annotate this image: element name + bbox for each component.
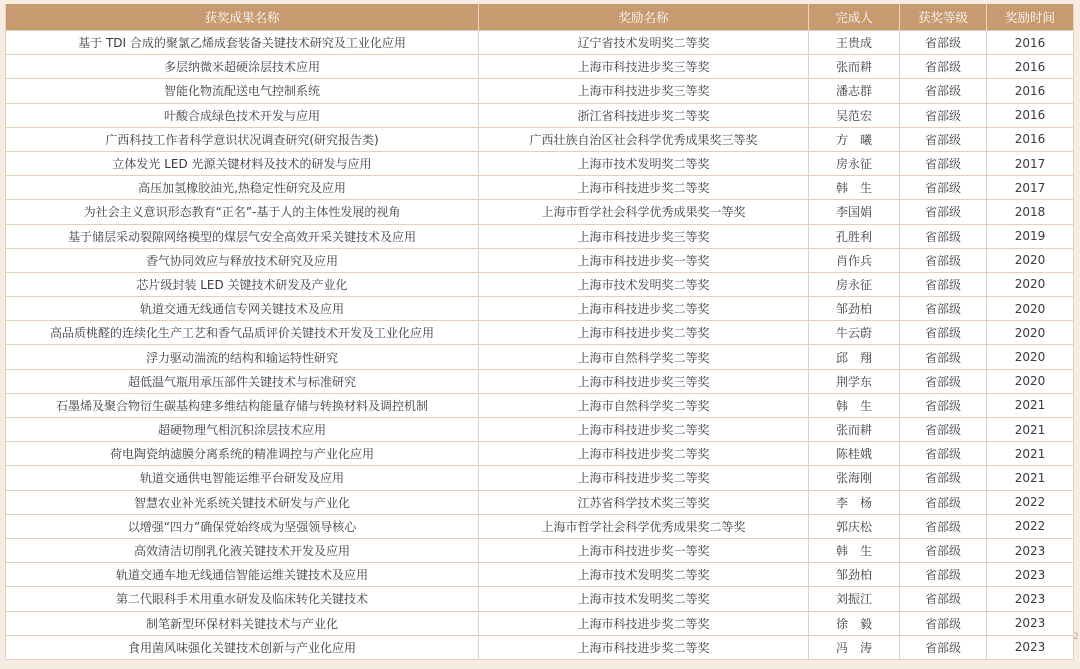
cell-award-year: 2022 — [987, 514, 1074, 538]
cell-award-name: 上海市技术发明奖二等奖 — [479, 151, 809, 175]
table-row — [6, 393, 1074, 417]
cell-award-year: 2020 — [987, 248, 1074, 272]
cell-achievement-name: 浮力驱动湍流的结构和输运特性研究 — [6, 345, 479, 369]
cell-completed-by: 陈桂娥 — [809, 442, 900, 466]
cell-award-name: 上海市科技进步奖二等奖 — [479, 466, 809, 490]
table-row — [6, 248, 1074, 272]
cell-achievement-name: 超低温气瓶用承压部件关键技术与标准研究 — [6, 369, 479, 393]
cell-completed-by: 郭庆松 — [809, 514, 900, 538]
cell-completed-by: 王贵成 — [809, 31, 900, 55]
cell-award-name: 浙江省科技进步奖二等奖 — [479, 103, 809, 127]
cell-award-name: 上海市科技进步奖二等奖 — [479, 418, 809, 442]
cell-achievement-name: 制笔新型环保材料关键技术与产业化 — [6, 611, 479, 635]
cell-award-year: 2020 — [987, 321, 1074, 345]
header-completed-by: 完成人 — [809, 4, 900, 31]
cell-achievement-name: 食用菌风味强化关键技术创新与产业化应用 — [6, 635, 479, 659]
cell-award-level: 省部级 — [900, 514, 987, 538]
table-row — [6, 514, 1074, 538]
cell-award-level: 省部级 — [900, 248, 987, 272]
table-row — [6, 369, 1074, 393]
table-header-row — [6, 4, 1074, 31]
cell-completed-by: 李 杨 — [809, 490, 900, 514]
cell-achievement-name: 广西科技工作者科学意识状况调查研究(研究报告类) — [6, 127, 479, 151]
table-row — [6, 466, 1074, 490]
cell-award-level: 省部级 — [900, 200, 987, 224]
table-row — [6, 200, 1074, 224]
cell-award-year: 2017 — [987, 151, 1074, 175]
header-award-level: 获奖等级 — [900, 4, 987, 31]
cell-award-level: 省部级 — [900, 490, 987, 514]
table-row — [6, 55, 1074, 79]
table-body — [6, 31, 1074, 660]
cell-award-name: 上海市科技进步奖一等奖 — [479, 248, 809, 272]
cell-award-level: 省部级 — [900, 79, 987, 103]
cell-award-level: 省部级 — [900, 418, 987, 442]
cell-completed-by: 韩 生 — [809, 393, 900, 417]
cell-award-name: 广西壮族自治区社会科学优秀成果奖三等奖 — [479, 127, 809, 151]
table-row — [6, 442, 1074, 466]
cell-award-level: 省部级 — [900, 442, 987, 466]
cell-award-name: 上海市自然科学奖二等奖 — [479, 393, 809, 417]
table-row — [6, 224, 1074, 248]
cell-achievement-name: 香气协同效应与释放技术研究及应用 — [6, 248, 479, 272]
cell-achievement-name: 叶酸合成绿色技术开发与应用 — [6, 103, 479, 127]
cell-award-year: 2021 — [987, 442, 1074, 466]
cell-award-name: 上海市科技进步奖二等奖 — [479, 442, 809, 466]
cell-achievement-name: 轨道交通供电智能运维平台研发及应用 — [6, 466, 479, 490]
table-row — [6, 297, 1074, 321]
cell-award-name: 上海市哲学社会科学优秀成果奖二等奖 — [479, 514, 809, 538]
table-row — [6, 79, 1074, 103]
cell-achievement-name: 芯片级封装 LED 关键技术研发及产业化 — [6, 272, 479, 296]
table-row — [6, 321, 1074, 345]
cell-completed-by: 肖作兵 — [809, 248, 900, 272]
cell-award-name: 上海市技术发明奖二等奖 — [479, 587, 809, 611]
cell-completed-by: 张而耕 — [809, 55, 900, 79]
cell-award-year: 2020 — [987, 297, 1074, 321]
cell-award-year: 2021 — [987, 466, 1074, 490]
cell-achievement-name: 智慧农业补光系统关键技术研发与产业化 — [6, 490, 479, 514]
cell-award-name: 上海市科技进步奖一等奖 — [479, 538, 809, 562]
table-row — [6, 31, 1074, 55]
cell-achievement-name: 智能化物流配送电气控制系统 — [6, 79, 479, 103]
cell-completed-by: 邱 翔 — [809, 345, 900, 369]
cell-award-level: 省部级 — [900, 611, 987, 635]
cell-completed-by: 韩 生 — [809, 176, 900, 200]
cell-award-year: 2023 — [987, 635, 1074, 659]
cell-award-name: 上海市科技进步奖二等奖 — [479, 176, 809, 200]
cell-award-year: 2023 — [987, 587, 1074, 611]
cell-award-name: 上海市哲学社会科学优秀成果奖一等奖 — [479, 200, 809, 224]
cell-completed-by: 李国娟 — [809, 200, 900, 224]
cell-achievement-name: 轨道交通车地无线通信智能运维关键技术及应用 — [6, 563, 479, 587]
cell-completed-by: 张而耕 — [809, 418, 900, 442]
table-row — [6, 587, 1074, 611]
cell-award-name: 上海市科技进步奖二等奖 — [479, 321, 809, 345]
cell-award-level: 省部级 — [900, 563, 987, 587]
cell-award-year: 2022 — [987, 490, 1074, 514]
header-award-name: 奖励名称 — [479, 4, 809, 31]
cell-achievement-name: 石墨烯及聚合物衍生碳基构建多维结构能量存储与转换材料及调控机制 — [6, 393, 479, 417]
cell-completed-by: 徐 毅 — [809, 611, 900, 635]
table-row — [6, 490, 1074, 514]
cell-award-year: 2020 — [987, 272, 1074, 296]
cell-award-year: 2016 — [987, 31, 1074, 55]
cell-award-level: 省部级 — [900, 345, 987, 369]
header-award-year: 奖励时间 — [987, 4, 1074, 31]
cell-award-name: 上海市科技进步奖三等奖 — [479, 369, 809, 393]
cell-award-level: 省部级 — [900, 224, 987, 248]
cell-completed-by: 潘志群 — [809, 79, 900, 103]
cell-award-name: 上海市技术发明奖二等奖 — [479, 563, 809, 587]
cell-award-level: 省部级 — [900, 55, 987, 79]
cell-achievement-name: 第二代眼科手术用重水研发及临床转化关键技术 — [6, 587, 479, 611]
table-row — [6, 151, 1074, 175]
cell-award-year: 2019 — [987, 224, 1074, 248]
table-row — [6, 272, 1074, 296]
cell-achievement-name: 多层纳微米超硬涂层技术应用 — [6, 55, 479, 79]
cell-award-level: 省部级 — [900, 103, 987, 127]
table-row — [6, 176, 1074, 200]
cell-award-name: 上海市技术发明奖二等奖 — [479, 272, 809, 296]
cell-award-year: 2016 — [987, 103, 1074, 127]
cell-award-name: 上海市科技进步奖二等奖 — [479, 297, 809, 321]
table-row — [6, 563, 1074, 587]
table-row — [6, 418, 1074, 442]
cell-award-level: 省部级 — [900, 369, 987, 393]
cell-award-year: 2023 — [987, 611, 1074, 635]
cell-award-level: 省部级 — [900, 297, 987, 321]
cell-award-name: 上海市自然科学奖二等奖 — [479, 345, 809, 369]
cell-award-level: 省部级 — [900, 176, 987, 200]
cell-completed-by: 房永征 — [809, 272, 900, 296]
cell-achievement-name: 高效清洁切削乳化液关键技术开发及应用 — [6, 538, 479, 562]
cell-award-name: 上海市科技进步奖三等奖 — [479, 224, 809, 248]
cell-award-level: 省部级 — [900, 31, 987, 55]
cell-achievement-name: 高压加氢橡胶油光,热稳定性研究及应用 — [6, 176, 479, 200]
cell-award-name: 上海市科技进步奖三等奖 — [479, 55, 809, 79]
cell-achievement-name: 轨道交通无线通信专网关键技术及应用 — [6, 297, 479, 321]
cell-award-year: 2020 — [987, 369, 1074, 393]
cell-award-name: 辽宁省技术发明奖二等奖 — [479, 31, 809, 55]
cell-award-year: 2020 — [987, 345, 1074, 369]
cell-completed-by: 孔胜利 — [809, 224, 900, 248]
cell-completed-by: 邹劲柏 — [809, 297, 900, 321]
cell-award-name: 上海市科技进步奖三等奖 — [479, 79, 809, 103]
header-achievement-name: 获奖成果名称 — [6, 4, 479, 31]
cell-completed-by: 邹劲柏 — [809, 563, 900, 587]
cell-award-year: 2016 — [987, 127, 1074, 151]
cell-award-year: 2018 — [987, 200, 1074, 224]
cell-achievement-name: 超硬物理气相沉积涂层技术应用 — [6, 418, 479, 442]
cell-award-level: 省部级 — [900, 127, 987, 151]
cell-award-year: 2023 — [987, 538, 1074, 562]
cell-award-name: 江苏省科学技术奖三等奖 — [479, 490, 809, 514]
cell-award-level: 省部级 — [900, 321, 987, 345]
cell-achievement-name: 高品质桃醛的连续化生产工艺和香气品质评价关键技术开发及工业化应用 — [6, 321, 479, 345]
cell-completed-by: 房永征 — [809, 151, 900, 175]
cell-achievement-name: 立体发光 LED 光源关键材料及技术的研发与应用 — [6, 151, 479, 175]
cell-completed-by: 方 曦 — [809, 127, 900, 151]
cell-award-year: 2021 — [987, 393, 1074, 417]
cell-award-level: 省部级 — [900, 466, 987, 490]
cell-award-level: 省部级 — [900, 393, 987, 417]
cell-completed-by: 荆学东 — [809, 369, 900, 393]
cell-award-year: 2017 — [987, 176, 1074, 200]
cell-award-name: 上海市科技进步奖二等奖 — [479, 611, 809, 635]
cell-completed-by: 牛云蔚 — [809, 321, 900, 345]
cell-achievement-name: 基于储层采动裂隙网络模型的煤层气安全高效开采关键技术及应用 — [6, 224, 479, 248]
cell-completed-by: 张海刚 — [809, 466, 900, 490]
cell-achievement-name: 荷电陶瓷纳滤膜分离系统的精准调控与产业化应用 — [6, 442, 479, 466]
cell-completed-by: 刘振江 — [809, 587, 900, 611]
cell-award-level: 省部级 — [900, 635, 987, 659]
table-row — [6, 127, 1074, 151]
cell-award-year: 2023 — [987, 563, 1074, 587]
edge-mark: 2 — [1073, 632, 1079, 642]
cell-award-level: 省部级 — [900, 587, 987, 611]
cell-achievement-name: 基于 TDI 合成的聚氯乙烯成套装备关键技术研究及工业化应用 — [6, 31, 479, 55]
cell-award-name: 上海市科技进步奖二等奖 — [479, 635, 809, 659]
table-row — [6, 345, 1074, 369]
cell-completed-by: 冯 涛 — [809, 635, 900, 659]
cell-award-level: 省部级 — [900, 272, 987, 296]
table-row — [6, 635, 1074, 659]
cell-achievement-name: 为社会主义意识形态教育“正名”-基于人的主体性发展的视角 — [6, 200, 479, 224]
awards-table — [5, 4, 1074, 660]
table-row — [6, 103, 1074, 127]
cell-award-level: 省部级 — [900, 151, 987, 175]
table-row — [6, 538, 1074, 562]
cell-award-year: 2016 — [987, 55, 1074, 79]
cell-achievement-name: 以增强“四力”确保党始终成为坚强领导核心 — [6, 514, 479, 538]
cell-completed-by: 韩 生 — [809, 538, 900, 562]
cell-award-year: 2016 — [987, 79, 1074, 103]
cell-award-level: 省部级 — [900, 538, 987, 562]
cell-completed-by: 吴范宏 — [809, 103, 900, 127]
cell-award-year: 2021 — [987, 418, 1074, 442]
table-row — [6, 611, 1074, 635]
